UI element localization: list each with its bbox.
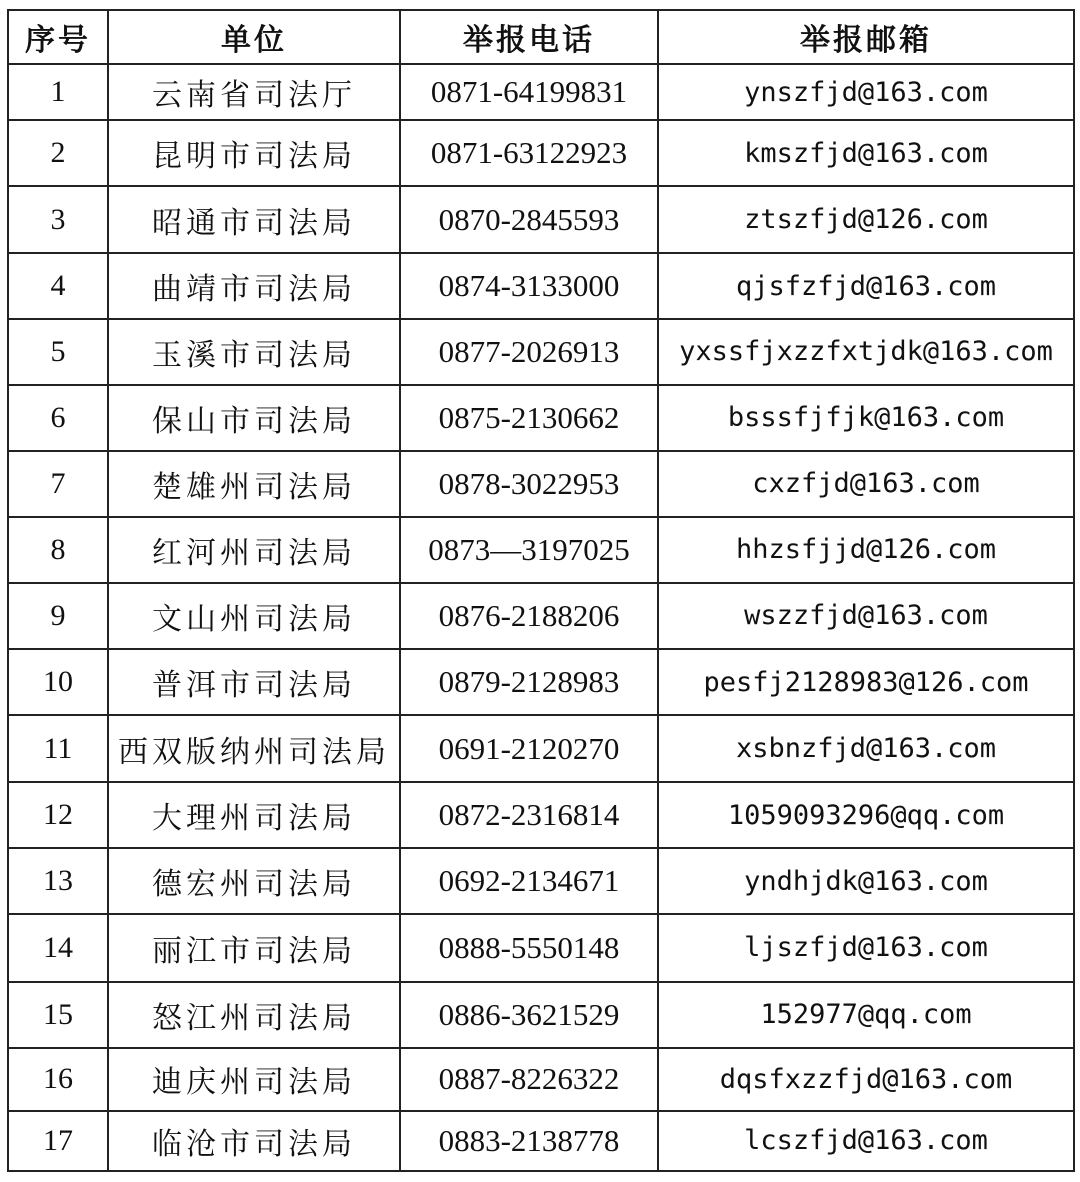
report-email-cell: 152977@qq.com — [658, 982, 1074, 1048]
serial-number-cell: 16 — [8, 1048, 108, 1111]
report-phone-cell: 0886-3621529 — [400, 982, 658, 1048]
report-email-cell: ljszfjd@163.com — [658, 914, 1074, 981]
unit-name-cell: 曲靖市司法局 — [108, 253, 400, 319]
unit-name-cell: 云南省司法厅 — [108, 64, 400, 120]
serial-number-cell: 1 — [8, 64, 108, 120]
report-phone-cell: 0692-2134671 — [400, 848, 658, 914]
report-phone-cell: 0873—3197025 — [400, 517, 658, 583]
unit-name-cell: 大理州司法局 — [108, 782, 400, 848]
unit-name-cell: 普洱市司法局 — [108, 649, 400, 715]
report-phone-cell: 0874-3133000 — [400, 253, 658, 319]
serial-number-cell: 9 — [8, 583, 108, 649]
serial-number-cell: 6 — [8, 385, 108, 451]
table-row — [8, 385, 1074, 451]
report-email-cell: yxssfjxzzfxtjdk@163.com — [658, 319, 1074, 384]
report-email-cell: dqsfxzzfjd@163.com — [658, 1048, 1074, 1111]
report-email-cell: qjsfzfjd@163.com — [658, 253, 1074, 319]
report-email-cell: kmszfjd@163.com — [658, 120, 1074, 186]
unit-name-cell: 红河州司法局 — [108, 517, 400, 583]
report-email-cell: lcszfjd@163.com — [658, 1111, 1074, 1171]
table-row — [8, 1048, 1074, 1111]
unit-name-cell: 文山州司法局 — [108, 583, 400, 649]
report-phone-cell: 0871-64199831 — [400, 64, 658, 120]
table-row — [8, 982, 1074, 1048]
table-row — [8, 649, 1074, 715]
report-contact-sheet — [7, 9, 1073, 1172]
unit-name-cell: 玉溪市司法局 — [108, 319, 400, 384]
header-report-phone: 举报电话 — [400, 10, 658, 64]
serial-number-cell: 2 — [8, 120, 108, 186]
unit-name-cell: 怒江州司法局 — [108, 982, 400, 1048]
report-email-cell: xsbnzfjd@163.com — [658, 715, 1074, 782]
table-row — [8, 848, 1074, 914]
table-row — [8, 914, 1074, 981]
report-phone-cell: 0870-2845593 — [400, 186, 658, 253]
unit-name-cell: 迪庆州司法局 — [108, 1048, 400, 1111]
unit-name-cell: 昆明市司法局 — [108, 120, 400, 186]
table-body — [8, 64, 1074, 1171]
serial-number-cell: 5 — [8, 319, 108, 384]
report-email-cell: hhzsfjjd@126.com — [658, 517, 1074, 583]
report-phone-cell: 0879-2128983 — [400, 649, 658, 715]
header-unit: 单位 — [108, 10, 400, 64]
report-phone-cell: 0887-8226322 — [400, 1048, 658, 1111]
table-row — [8, 451, 1074, 517]
report-phone-cell: 0888-5550148 — [400, 914, 658, 981]
unit-name-cell: 昭通市司法局 — [108, 186, 400, 253]
table-row — [8, 517, 1074, 583]
report-phone-cell: 0883-2138778 — [400, 1111, 658, 1171]
report-email-cell: bsssfjfjk@163.com — [658, 385, 1074, 451]
table-row — [8, 319, 1074, 384]
serial-number-cell: 11 — [8, 715, 108, 782]
table-row — [8, 64, 1074, 120]
serial-number-cell: 3 — [8, 186, 108, 253]
report-phone-cell: 0877-2026913 — [400, 319, 658, 384]
table-row — [8, 1111, 1074, 1171]
table-row — [8, 782, 1074, 848]
unit-name-cell: 楚雄州司法局 — [108, 451, 400, 517]
unit-name-cell: 西双版纳州司法局 — [108, 715, 400, 782]
table-row — [8, 253, 1074, 319]
report-phone-cell: 0876-2188206 — [400, 583, 658, 649]
report-email-cell: wszzfjd@163.com — [658, 583, 1074, 649]
report-phone-cell: 0878-3022953 — [400, 451, 658, 517]
table-row — [8, 715, 1074, 782]
report-phone-cell: 0691-2120270 — [400, 715, 658, 782]
report-email-cell: cxzfjd@163.com — [658, 451, 1074, 517]
table-header-row — [8, 10, 1074, 64]
report-phone-cell: 0875-2130662 — [400, 385, 658, 451]
serial-number-cell: 4 — [8, 253, 108, 319]
serial-number-cell: 10 — [8, 649, 108, 715]
unit-name-cell: 保山市司法局 — [108, 385, 400, 451]
header-report-email: 举报邮箱 — [658, 10, 1074, 64]
table-row — [8, 583, 1074, 649]
serial-number-cell: 15 — [8, 982, 108, 1048]
report-phone-cell: 0871-63122923 — [400, 120, 658, 186]
unit-name-cell: 临沧市司法局 — [108, 1111, 400, 1171]
report-email-cell: yndhjdk@163.com — [658, 848, 1074, 914]
table-row — [8, 120, 1074, 186]
report-email-cell: 1059093296@qq.com — [658, 782, 1074, 848]
report-contact-table — [7, 9, 1075, 1172]
report-email-cell: ztszfjd@126.com — [658, 186, 1074, 253]
report-phone-cell: 0872-2316814 — [400, 782, 658, 848]
serial-number-cell: 8 — [8, 517, 108, 583]
report-email-cell: ynszfjd@163.com — [658, 64, 1074, 120]
serial-number-cell: 12 — [8, 782, 108, 848]
header-serial-number: 序号 — [8, 10, 108, 64]
unit-name-cell: 德宏州司法局 — [108, 848, 400, 914]
report-email-cell: pesfj2128983@126.com — [658, 649, 1074, 715]
serial-number-cell: 13 — [8, 848, 108, 914]
serial-number-cell: 14 — [8, 914, 108, 981]
unit-name-cell: 丽江市司法局 — [108, 914, 400, 981]
table-row — [8, 186, 1074, 253]
serial-number-cell: 7 — [8, 451, 108, 517]
serial-number-cell: 17 — [8, 1111, 108, 1171]
